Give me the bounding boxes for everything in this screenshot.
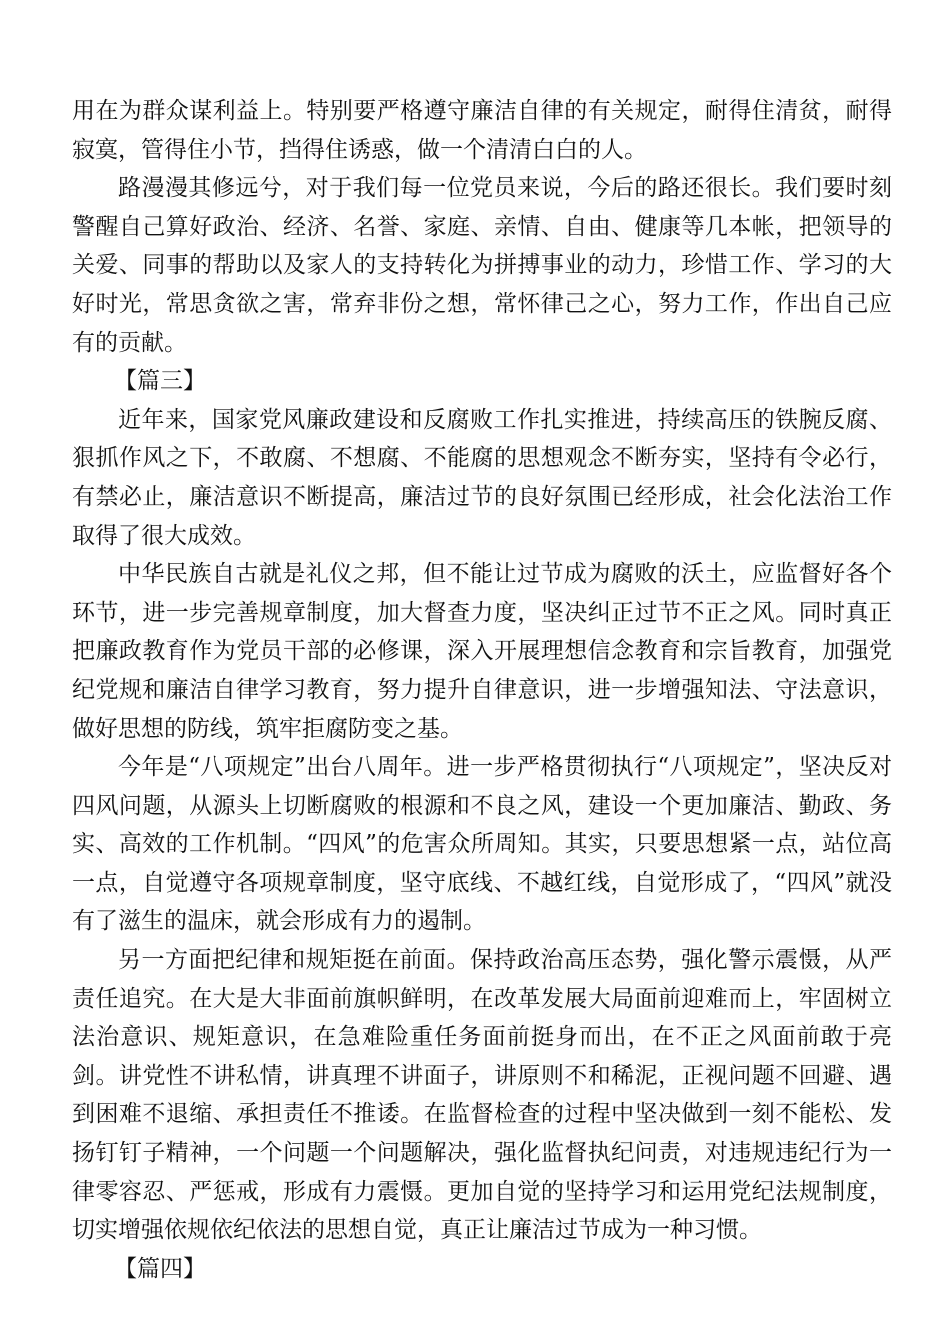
section-heading-3: 【篇三】 <box>114 368 206 395</box>
paragraph: 中华民族自古就是礼仪之邦，但不能让过节成为腐败的沃土，应监督好各个环节，进一步完善规章制度，加大督查力度，坚决纠正过节不正之风。同时真正把廉政教育作为党员干部的必修课，深入开展理想信念教育和宗旨教育，加强党纪党规和廉洁自律学习教育，努力提升自律意识，进一步增强知法、守法意识，做好思想的防线，筑牢拒腐防变之基。 <box>72 561 892 742</box>
paragraph-road-ahead: 路漫漫其修远兮，对于我们每一位党员来说，今后的路还很长。我们要时刻警醒自己算好政治、经济、名誉、家庭、亲情、自由、健康等几本帐，把领导的关爱、同事的帮助以及家人的支持转化为拼搏事业的动力，珍惜工作、学习的大好时光，常思贪欲之害，常弃非份之想，常怀律己之心，努力工作，作出自己应有的贡献。 <box>72 175 892 356</box>
section-heading-4: 【篇四】 <box>114 1255 206 1282</box>
paragraph: 另一方面把纪律和规矩挺在前面。保持政治高压态势，强化警示震慑，从严责任追究。在大是大非面前旗帜鲜明，在改革发展大局面前迎难而上，牢固树立法治意识、规矩意识，在急难险重任务面前挺身而出，在不正之风面前敢于亮剑。讲党性不讲私情，讲真理不讲面子，讲原则不和稀泥，正视问题不回避、遇到困难不退缩、承担责任不推诿。在监督检查的过程中坚决做到一刻不能松、发扬钉钉子精神，一个问题一个问题解决，强化监督执纪问责，对违规违纪行为一律零容忍、严惩戒，形成有力震慑。更加自觉的坚持学习和运用党纪法规制度，切实增强依规依纪依法的思想自觉，真正让廉洁过节成为一种习惯。 <box>72 947 892 1244</box>
paragraph: 今年是“八项规定”出台八周年。进一步严格贯彻执行“八项规定”，坚决反对四风问题，从源头上切断腐败的根源和不良之风，建设一个更加廉洁、勤政、务实、高效的工作机制。“四风”的危害众所周知。其实，只要思想紧一点，站位高一点，自觉遵守各项规章制度，坚守底线、不越红线，自觉形成了，“四风”就没有了滋生的温床，就会形成有力的遏制。 <box>72 754 892 935</box>
paragraph: 近年来，国家党风廉政建设和反腐败工作扎实推进，持续高压的铁腕反腐、狠抓作风之下，不敢腐、不想腐、不能腐的思想观念不断夯实，坚持有令必行，有禁必止，廉洁意识不断提高，廉洁过节的良好氛围已经形成，社会化法治工作取得了很大成效。 <box>72 406 892 549</box>
document-page <box>72 92 892 1288</box>
paragraph-continuation: 用在为群众谋利益上。特别要严格遵守廉洁自律的有关规定，耐得住清贫，耐得寂寞，管得住小节，挡得住诱惑，做一个清清白白的人。 <box>72 98 892 163</box>
